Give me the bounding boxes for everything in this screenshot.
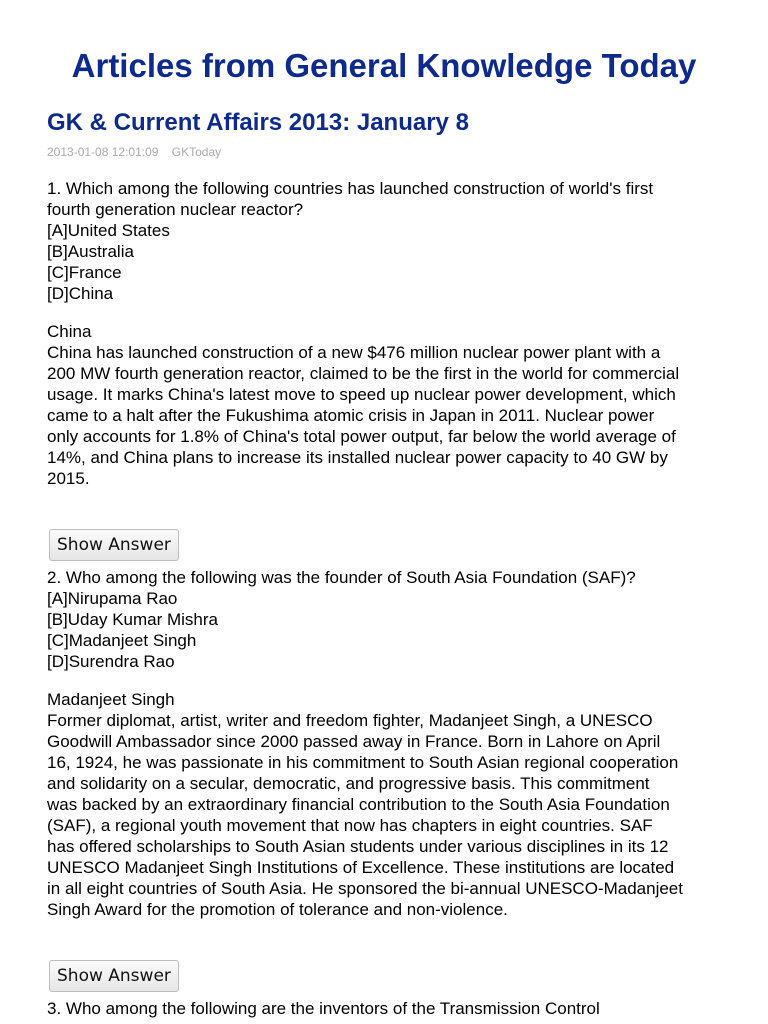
question-text: 3. Who among the following are the inventors of the Transmission Control	[47, 999, 600, 1018]
option-d: [D]China	[47, 284, 114, 303]
question-3	[47, 998, 737, 1019]
article-title: GK & Current Affairs 2013: January 8	[47, 109, 469, 136]
answer-text: Madanjeet Singh	[47, 690, 175, 709]
explanation-line: has offered scholarships to South Asian students under various disciplines in its 12	[47, 837, 669, 856]
option-b: [B]Uday Kumar Mishra	[47, 610, 218, 629]
explanation-line: Singh Award for the promotion of tolerance and non-violence.	[47, 900, 508, 919]
option-a: [A]United States	[47, 221, 170, 240]
option-a: [A]Nirupama Rao	[47, 589, 178, 608]
show-answer-button[interactable]: Show Answer	[49, 529, 179, 561]
question-text: 1. Which among the following countries has launched construction of world's first	[47, 179, 654, 198]
answer-text: China	[47, 322, 92, 341]
explanation-line: UNESCO Madanjeet Singh Institutions of Excellence. These institutions are located	[47, 858, 675, 877]
explanation-line: usage. It marks China's latest move to speed up nuclear power development, which	[47, 385, 676, 404]
article	[47, 106, 737, 1019]
explanation-line: only accounts for 1.8% of China's total power output, far below the world average of	[47, 427, 676, 446]
explanation-line: in all eight countries of South Asia. He sponsored the bi-annual UNESCO-Madanjeet	[47, 879, 683, 898]
article-author: GKToday	[171, 145, 222, 159]
explanation-line: 14%, and China plans to increase its installed nuclear power capacity to 40 GW by	[47, 448, 668, 467]
explanation-line: 16, 1924, he was passionate in his commitment to South Asian regional cooperation	[47, 753, 679, 772]
article-meta	[47, 144, 737, 160]
explanation-line: and solidarity on a secular, democratic, and progressive basis. This commitment	[47, 774, 650, 793]
article-date: 2013-01-08 12:01:09	[47, 145, 159, 159]
explanation-line: Former diplomat, artist, writer and freedom fighter, Madanjeet Singh, a UNESCO	[47, 711, 653, 730]
question-2	[47, 567, 737, 992]
explanation-line: 200 MW fourth generation reactor, claimed to be the first in the world for commercial	[47, 364, 680, 383]
answer-block	[47, 321, 737, 489]
question-text: fourth generation nuclear reactor?	[47, 200, 304, 219]
site-title: Articles from General Knowledge Today	[71, 47, 697, 84]
explanation-line: (SAF), a regional youth movement that now has chapters in eight countries. SAF	[47, 816, 653, 835]
explanation-line: Goodwill Ambassador since 2000 passed away in France. Born in Lahore on April	[47, 732, 661, 751]
question-1	[47, 178, 737, 561]
option-c: [C]France	[47, 263, 122, 282]
explanation-line: 2015.	[47, 469, 90, 488]
explanation-line: China has launched construction of a new $476 million nuclear power plant with a	[47, 343, 661, 362]
option-b: [B]Australia	[47, 242, 134, 261]
question-text: 2. Who among the following was the founder of South Asia Foundation (SAF)?	[47, 568, 636, 587]
option-c: [C]Madanjeet Singh	[47, 631, 197, 650]
explanation-line: came to a halt after the Fukushima atomic crisis in Japan in 2011. Nuclear power	[47, 406, 655, 425]
answer-block	[47, 689, 737, 920]
explanation-line: was backed by an extraordinary financial contribution to the South Asia Foundation	[47, 795, 670, 814]
show-answer-button[interactable]: Show Answer	[49, 960, 179, 992]
option-d: [D]Surendra Rao	[47, 652, 175, 671]
